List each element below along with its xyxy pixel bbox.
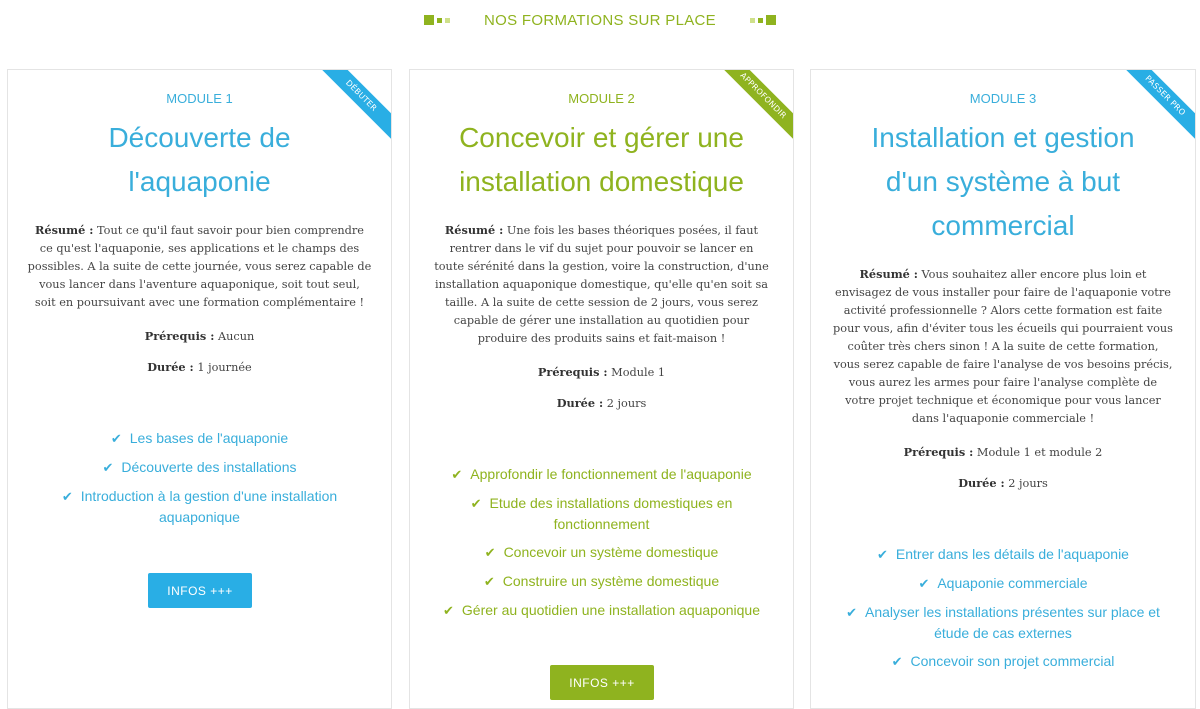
list-item: ✔ Gérer au quotidien une installation aquaponique [442,602,761,618]
check-icon: ✔ [442,603,454,618]
list-item: ✔ Analyser les installations présentes sur place et étude de cas externes [846,604,1160,641]
module-card-3 [810,69,1196,709]
module-summary: Résumé : Tout ce qu'il faut savoir pour bien comprendre ce qu'est l'aquaponie, ses applications et le champs des possibles. A la suite de cette journée, vous serez capable de vous lancer dans l'aventure aquaponique, soit tout seul, soit en poursuivant avec une formation complémentaire ! [27,223,372,309]
list-item: ✔ Les bases de l'aquaponie [110,430,289,446]
check-icon: ✔ [877,547,888,562]
module-duration: Durée : 1 journée [147,360,252,374]
list-item: ✔ Construire un système domestique [483,573,720,589]
check-icon: ✔ [891,654,903,669]
module-label: MODULE 3 [969,91,1037,106]
check-icon: ✔ [61,489,73,504]
check-icon: ✔ [483,574,495,589]
module-prerequisites: Prérequis : Aucun [144,329,255,343]
module-duration: Durée : 2 jours [958,476,1048,490]
module-summary: Résumé : Une fois les bases théoriques posées, il faut rentrer dans le vif du sujet pour pouvoir se lancer en toute sérénité dans la gestion, voire la construction, d'une installation aquaponique domestique, qu'elle qu'en soit sa taille. A la suite de cette session de 2 jours, vous serez capable de gérer une installation au quotidien pour produire des produits sains et fait-maison ! [434,223,769,345]
check-icon: ✔ [846,605,857,620]
list-item: ✔ Aquaponie commerciale [918,575,1088,591]
check-icon: ✔ [102,460,114,475]
module-prerequisites: Prérequis : Module 1 et module 2 [903,445,1103,459]
infos-button[interactable]: INFOS +++ [550,665,654,700]
check-icon: ✔ [918,576,930,591]
infos-button[interactable]: INFOS +++ [148,573,252,608]
module-duration: Durée : 2 jours [556,396,647,410]
section-title: NOS FORMATIONS SUR PLACE [484,11,716,29]
check-icon: ✔ [484,545,496,560]
decorative-squares-left [424,15,450,25]
list-item: ✔ Etude des installations domestiques en fonctionnement [470,495,733,532]
check-icon: ✔ [110,431,122,446]
module-label: MODULE 2 [568,91,635,106]
list-item: ✔ Découverte des installations [102,459,297,475]
module-title: Concevoir et gérer une installation domestique [459,122,744,197]
check-icon: ✔ [470,496,482,511]
ribbon-badge: PASSER PRO [1116,69,1196,145]
feature-list [811,544,1195,672]
module-card-2 [409,69,794,709]
module-title: Installation et gestion d'un système à but commercial [871,122,1135,241]
feature-list [8,428,391,527]
ribbon-badge: APPROFONDIR [714,69,794,145]
module-summary: Résumé : Vous souhaitez aller encore plus loin et envisagez de vous installer pour faire de l'aquaponie votre activité professionnelle ? Alors cette formation est faite pour vous, afin d'éviter tous les écueils qui pourraient vous coûter très chers sinon ! A la suite de cette formation, vous serez capable de faire l'analyse de vos besoins précis, vous aurez les armes pour faire l'analyse complète de votre projet technique et économique pour vous lancer dans l'aquaponie commerciale ! [833,267,1173,425]
list-item: ✔ Concevoir son projet commercial [891,653,1115,669]
module-card-1 [7,69,392,709]
check-icon: ✔ [451,467,463,482]
ribbon-badge: DÉBUTER [312,69,392,145]
decorative-squares-right [750,15,776,25]
module-title: Découverte de l'aquaponie [108,122,291,197]
section-header [0,0,1200,40]
list-item: ✔ Approfondir le fonctionnement de l'aquaponie [451,466,752,482]
module-label: MODULE 1 [166,91,233,106]
feature-list [410,464,793,621]
list-item: ✔ Concevoir un système domestique [484,544,719,560]
list-item: ✔ Entrer dans les détails de l'aquaponie [877,546,1129,562]
list-item: ✔ Introduction à la gestion d'une installation aquaponique [61,488,338,525]
module-prerequisites: Prérequis : Module 1 [537,365,666,379]
